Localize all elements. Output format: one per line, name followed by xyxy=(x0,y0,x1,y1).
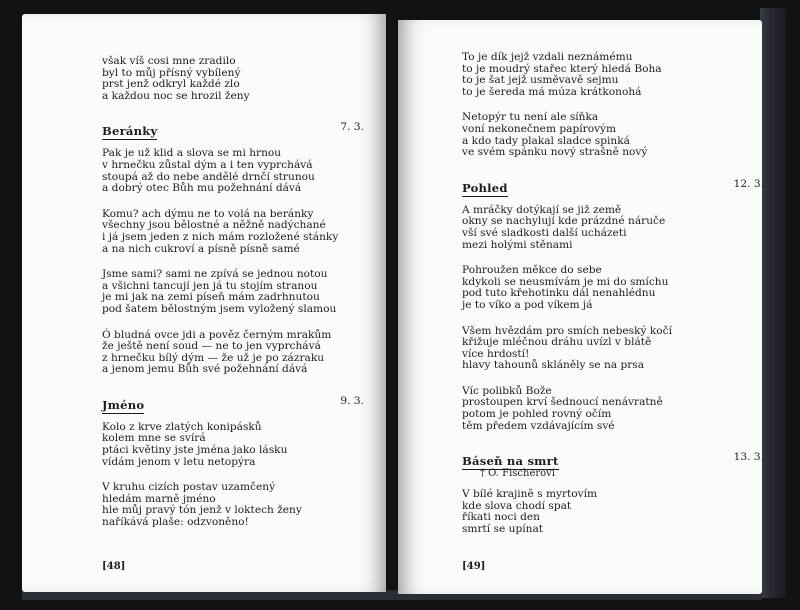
verse-line: Kolo z krve zlatých konipásků xyxy=(102,420,262,433)
verse-line: to je šat jejž usměvavě sejmu xyxy=(462,74,619,87)
verse-line: Všem hvězdám pro smích nebeský kočí xyxy=(462,324,672,337)
dedication: † O. Fischerovi xyxy=(480,468,556,480)
verse-line: to je šereda má múza krátkonohá xyxy=(462,85,642,98)
verse-line: že ještě není soud — ne to jen vyprchává xyxy=(102,340,321,353)
verse-line: vší své sladkosti další ucházeti xyxy=(462,226,627,239)
stanza xyxy=(462,52,752,98)
stanza xyxy=(102,330,364,376)
book-cover-edge xyxy=(760,8,786,598)
verse-line: vídám jenom v letu netopýra xyxy=(102,455,256,468)
verse-line: Ó bludná ovce jdi a pověz černým mrakům xyxy=(102,328,332,341)
stanza xyxy=(462,489,752,535)
verse-line: naříkává plaše: odzvoněno! xyxy=(102,516,249,529)
verse-line: prostoupen krví šednoucí nenávratně xyxy=(462,396,663,409)
verse-line: ptáci květiny jste jména jako lásku xyxy=(102,444,288,457)
verse-line: Pak je už klid a slova se mi hrnou xyxy=(102,147,282,160)
verse-line: mezi holými stěnami xyxy=(462,238,573,251)
poem-date: 12. 3. xyxy=(733,177,764,190)
verse-line: a každou noc se hrozil ženy xyxy=(102,89,250,102)
verse-line: okny se nachylují kde prázdné náruče xyxy=(462,215,666,228)
stanza xyxy=(102,422,364,468)
verse-line: Pohroužen měkce do sebe xyxy=(462,264,602,277)
verse-line: hlavy tahounů skláněly se na prsa xyxy=(462,359,645,372)
poem-date: 9. 3. xyxy=(340,394,364,407)
verse-line: kolem mne se svírá xyxy=(102,432,206,445)
stanza xyxy=(462,205,752,251)
verse-line: potom je pohled rovný očím xyxy=(462,408,612,421)
poem-heading xyxy=(102,394,364,410)
verse-line: a jenom jemu Bůh své požehnání dává xyxy=(102,363,308,376)
stanza xyxy=(102,482,364,528)
poem-title: Pohled xyxy=(462,180,508,195)
verse-line: v hrnečku zůstal dým a i ten vyprchává xyxy=(102,158,313,171)
verse-line: Víc polibků Bože xyxy=(462,384,552,397)
page-number: [48] xyxy=(102,561,126,572)
verse-line: To je dík jejž vzdali neznámému xyxy=(462,51,633,63)
stanza xyxy=(102,269,364,315)
verse-line: však víš cosi mne zradilo xyxy=(102,55,236,67)
poem-title: Báseň na smrt xyxy=(462,454,559,469)
verse-line: V kruhu cizích postav uzamčený xyxy=(102,481,276,494)
stanza xyxy=(462,386,752,432)
verse-line: Netopýr tu není ale síňka xyxy=(462,111,599,124)
poem-heading xyxy=(462,450,764,469)
poem-date: 7. 3. xyxy=(340,121,364,134)
verse-line: pod tuto křehotinku dál nenahlédnu xyxy=(462,287,656,300)
poem-heading xyxy=(462,177,764,195)
right-page-content xyxy=(462,51,764,550)
verse-line: hle můj pravý tón jenž v loktech ženy xyxy=(102,504,302,517)
verse-line: křižuje mléčnou dráhu uvízl v blátě xyxy=(462,336,652,349)
left-page xyxy=(22,14,386,592)
verse-line: hledám marně jméno xyxy=(102,492,216,505)
verse-line: pod šatem bělostným jsem vyložený slamou xyxy=(102,302,337,315)
verse-line: prst jenž odkryl každé zlo xyxy=(102,78,240,91)
verse-line: je to víko a pod víkem já xyxy=(462,298,593,311)
verse-line: Komu? ach dýmu ne to volá na beránky xyxy=(102,207,314,220)
verse-line: V bílé krajině s myrtovím xyxy=(462,488,598,501)
verse-line: smrtí se upínat xyxy=(462,523,544,536)
verse-line: kde slova chodí spat xyxy=(462,499,572,512)
verse-line: více hrdostí! xyxy=(462,347,530,360)
verse-line: Jsme sami? sami ne zpívá se jednou notou xyxy=(102,268,328,281)
poem-title: Beránky xyxy=(102,124,158,139)
stanza xyxy=(462,112,752,158)
verse-line: a všichni tancují jen já tu stojím stranou xyxy=(102,279,318,292)
verse-line: A mráčky dotýkají se již země xyxy=(462,203,622,216)
verse-line: těm předem vzdávajícím své xyxy=(462,419,615,432)
left-page-content xyxy=(102,56,364,543)
verse-line: i já jsem jeden z nich mám rozložené stánky xyxy=(102,230,339,243)
verse-line: ve svém spánku nový strašně nový xyxy=(462,146,648,159)
poem-date: 13. 3. xyxy=(733,451,764,464)
stanza xyxy=(462,265,752,311)
verse-line: a kdo tady plakal sladce spinká xyxy=(462,134,630,147)
verse-line: stoupá až do nebe andělé drnčí strunou xyxy=(102,170,315,183)
page-number: [49] xyxy=(462,561,486,572)
poem-heading xyxy=(102,120,364,139)
verse-line: byl to můj přísný vybílený xyxy=(102,66,241,79)
right-page xyxy=(398,20,762,594)
verse-line: kdykoli se neusmívám je mi do smíchu xyxy=(462,275,669,288)
verse-line: všechny jsou bělostné a něžně nadýchané xyxy=(102,219,326,232)
poem-title: Jméno xyxy=(102,397,145,412)
stanza xyxy=(102,148,364,194)
stanza xyxy=(462,326,752,372)
stanza xyxy=(102,209,364,255)
verse-line: z hrnečku bílý dým — že už je po zázraku xyxy=(102,351,325,364)
verse-line: a na nich cukroví a písně písně samé xyxy=(102,242,300,255)
verse-line: to je moudrý stařec který hledá Boha xyxy=(462,62,662,75)
verse-line: říkati noci den xyxy=(462,511,540,524)
stanza xyxy=(102,56,364,102)
verse-line: je mi jak na zemi píseň mám zadrhnutou xyxy=(102,291,320,304)
verse-line: a dobrý otec Bůh mu požehnání dává xyxy=(102,182,302,195)
verse-line: voní nekonečnem papírovým xyxy=(462,122,617,135)
